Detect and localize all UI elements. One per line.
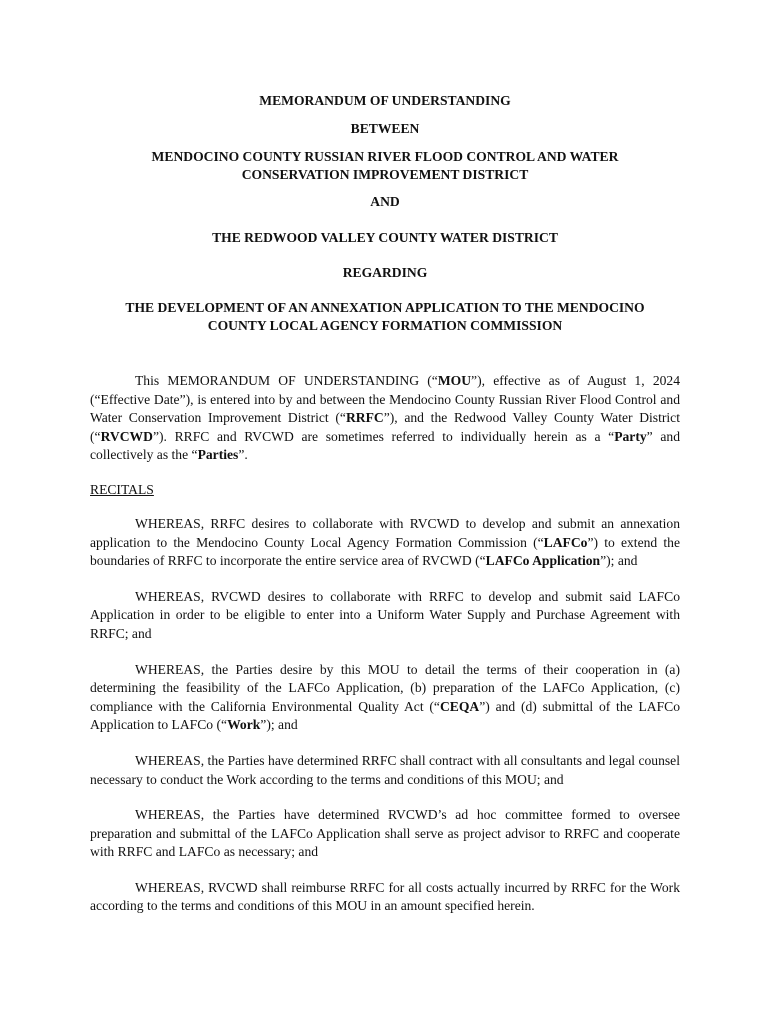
heading-party-one: MENDOCINO COUNTY RUSSIAN RIVER FLOOD CONTROL AND WATER CONSERVATION IMPROVEMENT DISTRICT [151, 149, 619, 182]
heading-and: AND [370, 194, 400, 209]
recital-paragraph: WHEREAS, the Parties have determined RVCWD’s ad hoc committee formed to oversee preparation and submittal of the LAFCo Application shall serve as project advisor to RRFC and cooperate with RRFC and LAFCo as necessary; and [90, 807, 680, 860]
heading-subject: THE DEVELOPMENT OF AN ANNEXATION APPLICATION TO THE MENDOCINO COUNTY LOCAL AGENCY FORMATION COMMISSION [125, 300, 645, 333]
recital-paragraph: WHEREAS, RVCWD shall reimburse RRFC for all costs actually incurred by RRFC for the Work according to the terms and conditions of this MOU in an amount specified herein. [90, 879, 680, 914]
heading-party-two: THE REDWOOD VALLEY COUNTY WATER DISTRICT [212, 230, 558, 245]
intro-paragraph: This MEMORANDUM OF UNDERSTANDING (“MOU”), effective as of August 1, 2024 (“Effective Date”), is entered into by and between the Mendocino County Russian River Flood Control and Water Conservation Improvement District (“RRFC”), and the Redwood Valley County Water District (“RVCWD”). RRFC and RVCWD are sometimes referred to individually herein as a “Party” and collectively as the “Parties”. [90, 373, 681, 463]
recital-paragraph: WHEREAS, RVCWD desires to collaborate with RRFC to develop and submit said LAFCo Application in order to be eligible to enter into a Uniform Water Supply and Purchase Agreement with RRFC; and [90, 588, 680, 641]
heading-between: BETWEEN [350, 121, 420, 136]
recital-paragraph: WHEREAS, RRFC desires to collaborate with RVCWD to develop and submit an annexation application to the Mendocino County Local Agency Formation Commission (“LAFCo”) to extend the boundaries of RRFC to incorporate the entire service area of RVCWD (“LAFCo Application”); and [90, 515, 680, 569]
heading-regarding: REGARDING [342, 265, 428, 280]
recital-paragraph: WHEREAS, the Parties have determined RRFC shall contract with all consultants and legal counsel necessary to conduct the Work according to the terms and conditions of this MOU; and [90, 752, 680, 787]
recitals-heading: RECITALS [90, 481, 154, 497]
document-page [90, 92, 680, 916]
recital-paragraph: WHEREAS, the Parties desire by this MOU to detail the terms of their cooperation in (a) determining the feasibility of the LAFCo Application, (b) preparation of the LAFCo Application, (c) compliance with the California Environmental Quality Act (“CEQA”) and (d) submittal of the LAFCo Application to LAFCo (“Work”); and [90, 661, 680, 733]
document-title: MEMORANDUM OF UNDERSTANDING [259, 93, 511, 108]
